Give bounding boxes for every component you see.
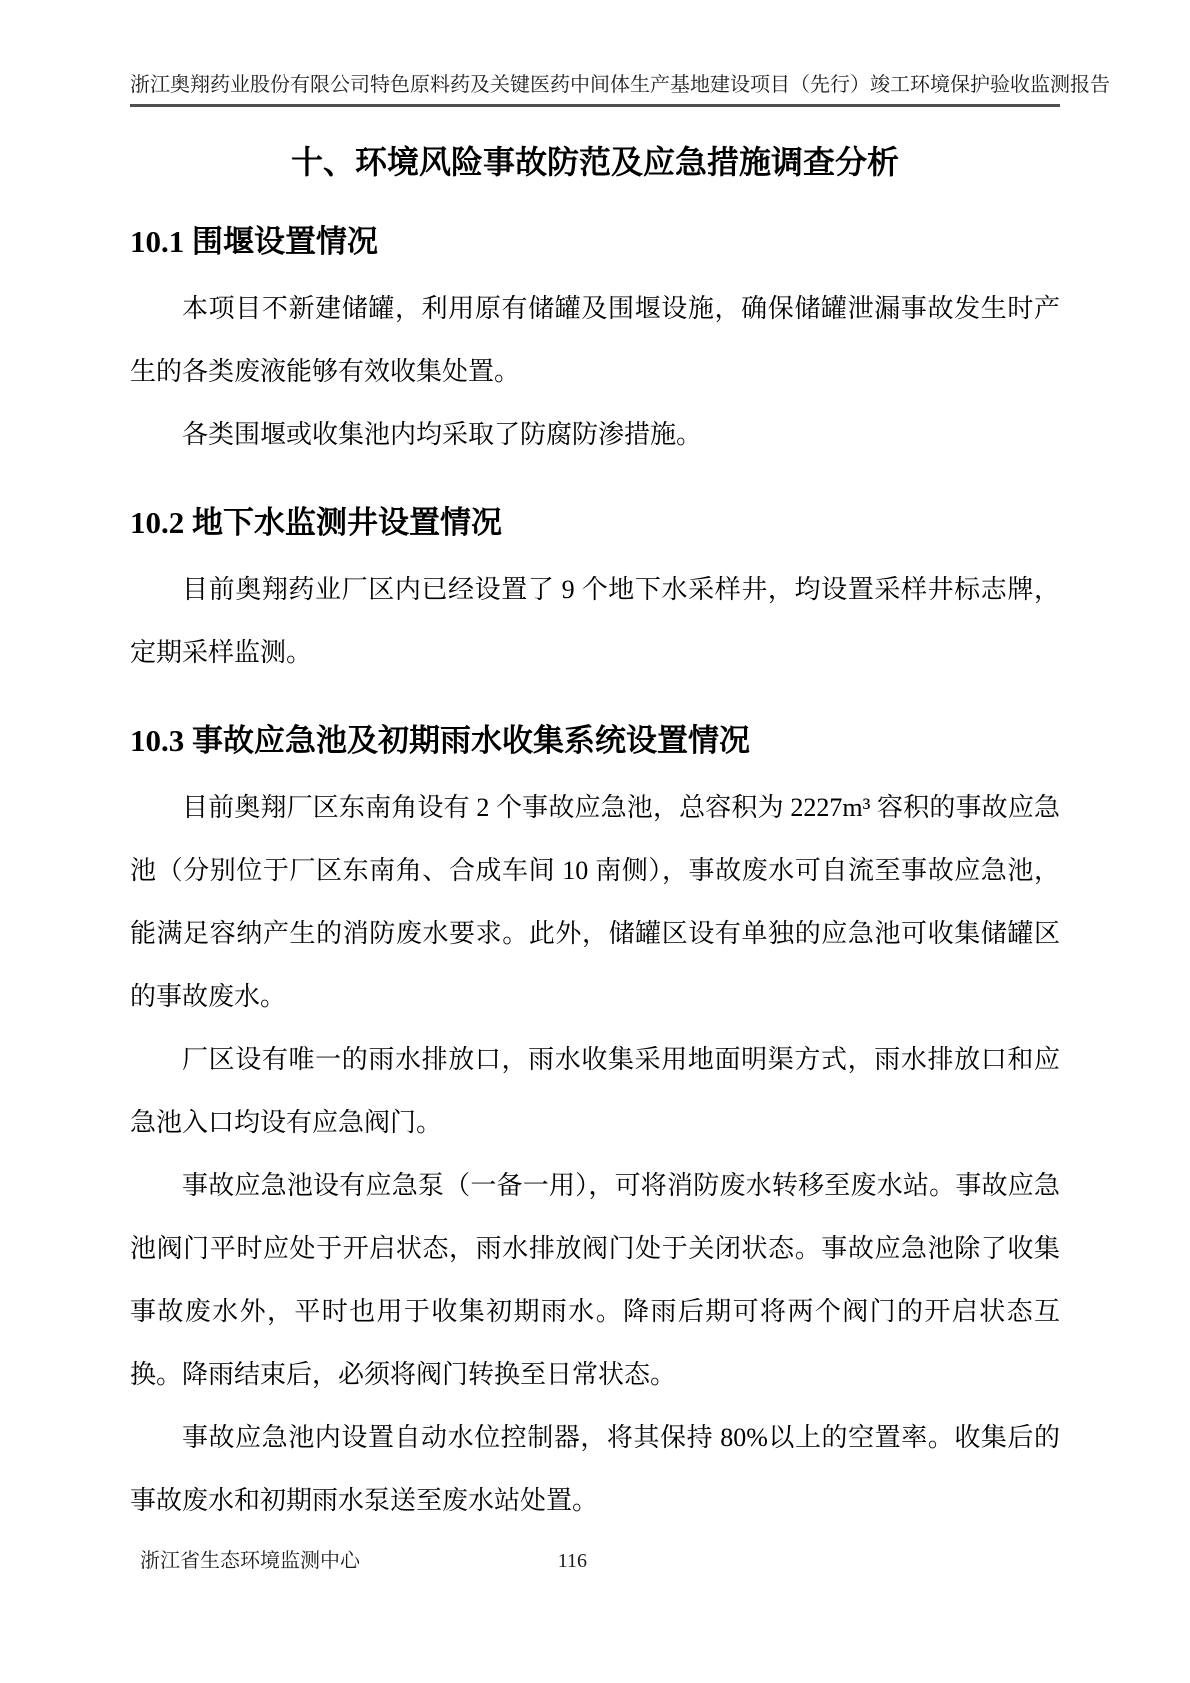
page-footer bbox=[130, 1548, 1060, 1574]
section-10-2 bbox=[130, 502, 1060, 684]
paragraph: 事故应急池设有应急泵（一备一用），可将消防废水转移至废水站。事故应急池阀门平时应处于开启状态，雨水排放阀门处于关闭状态。事故应急池除了收集事故废水外，平时也用于收集初期雨水。降雨后期可将两个阀门的开启状态互换。降雨结束后，必须将阀门转换至日常状态。 bbox=[130, 1171, 1060, 1389]
paragraph: 各类围堰或收集池内均采取了防腐防渗措施。 bbox=[182, 420, 703, 449]
paragraph: 目前奥翔药业厂区内已经设置了 9 个地下水采样井，均设置采样井标志牌，定期采样监测。 bbox=[130, 575, 1060, 667]
page-number: 116 bbox=[557, 1550, 588, 1572]
running-header-text: 浙江奥翔药业股份有限公司特色原料药及关键医药中间体生产基地建设项目（先行）竣工环境保护验收监测报告 bbox=[130, 74, 1110, 96]
paragraph: 事故应急池内设置自动水位控制器，将其保持 80%以上的空置率。收集后的事故废水和初期雨水泵送至废水站处置。 bbox=[130, 1423, 1060, 1515]
document-title: 十、环境风险事故防范及应急措施调查分析 bbox=[290, 144, 899, 180]
section-10-3 bbox=[130, 720, 1060, 1532]
section-10-1 bbox=[130, 221, 1060, 466]
section-heading-10-3: 10.3 事故应急池及初期雨水收集系统设置情况 bbox=[130, 723, 750, 758]
page-header bbox=[130, 0, 1110, 107]
paragraph: 目前奥翔厂区东南角设有 2 个事故应急池，总容积为 2227m³ 容积的事故应急池（分别位于厂区东南角、合成车间 10 南侧），事故废水可自流至事故应急池，能满足容纳产生的消防废水要求。此外，储罐区设有单独的应急池可收集储罐区的事故废水。 bbox=[130, 793, 1060, 1011]
paragraph: 厂区设有唯一的雨水排放口，雨水收集采用地面明渠方式，雨水排放口和应急池入口均设有应急阀门。 bbox=[130, 1045, 1060, 1137]
paragraph: 本项目不新建储罐，利用原有储罐及围堰设施，确保储罐泄漏事故发生时产生的各类废液能够有效收集处置。 bbox=[130, 294, 1060, 386]
section-heading-10-1: 10.1 围堰设置情况 bbox=[130, 224, 378, 259]
page-content bbox=[130, 139, 1060, 1532]
section-heading-10-2: 10.2 地下水监测井设置情况 bbox=[130, 505, 502, 540]
footer-organization: 浙江省生态环境监测中心 bbox=[140, 1550, 360, 1572]
